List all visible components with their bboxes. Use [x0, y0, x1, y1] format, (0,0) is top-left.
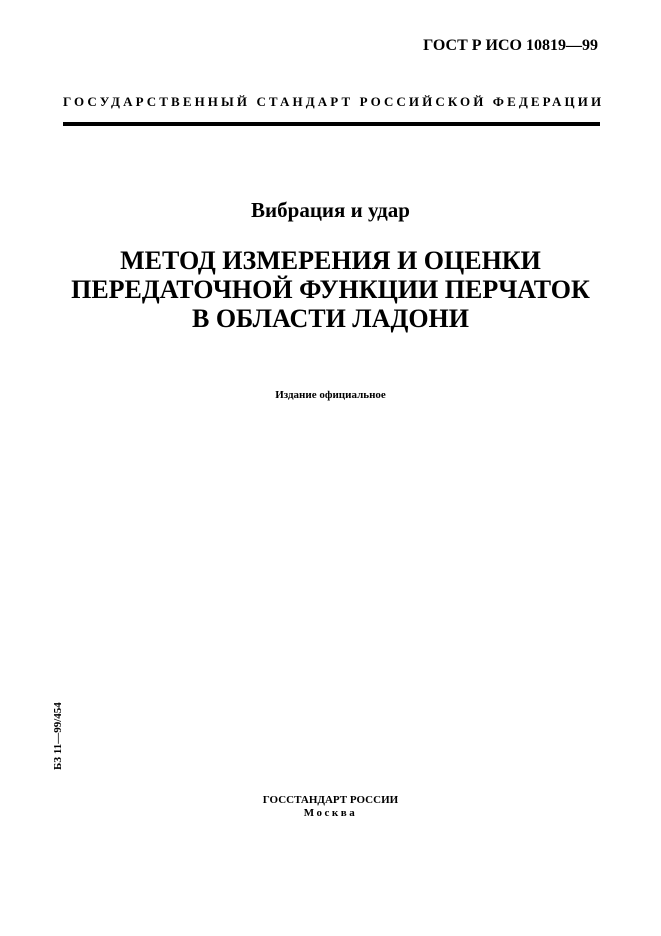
- publisher-block: [0, 794, 661, 820]
- title-line-3: В ОБЛАСТИ ЛАДОНИ: [191, 304, 469, 333]
- title-line-2: ПЕРЕДАТОЧНОЙ ФУНКЦИИ ПЕРЧАТОК: [71, 275, 590, 304]
- header-divider: [63, 122, 600, 126]
- document-title: [0, 246, 661, 333]
- publisher-city: Москва: [303, 807, 358, 819]
- state-standard-heading: ГОСУДАРСТВЕННЫЙ СТАНДАРТ РОССИЙСКОЙ ФЕДЕРАЦИИ: [63, 94, 605, 109]
- edition-note: Издание официальное: [275, 389, 386, 401]
- title-line-1: МЕТОД ИЗМЕРЕНИЯ И ОЦЕНКИ: [120, 246, 541, 275]
- side-registration-code: БЗ 11—99/454: [52, 702, 64, 770]
- document-code: ГОСТ Р ИСО 10819—99: [423, 37, 598, 54]
- publisher-name: ГОССТАНДАРТ РОССИИ: [262, 794, 399, 806]
- document-subtitle: Вибрация и удар: [251, 198, 410, 222]
